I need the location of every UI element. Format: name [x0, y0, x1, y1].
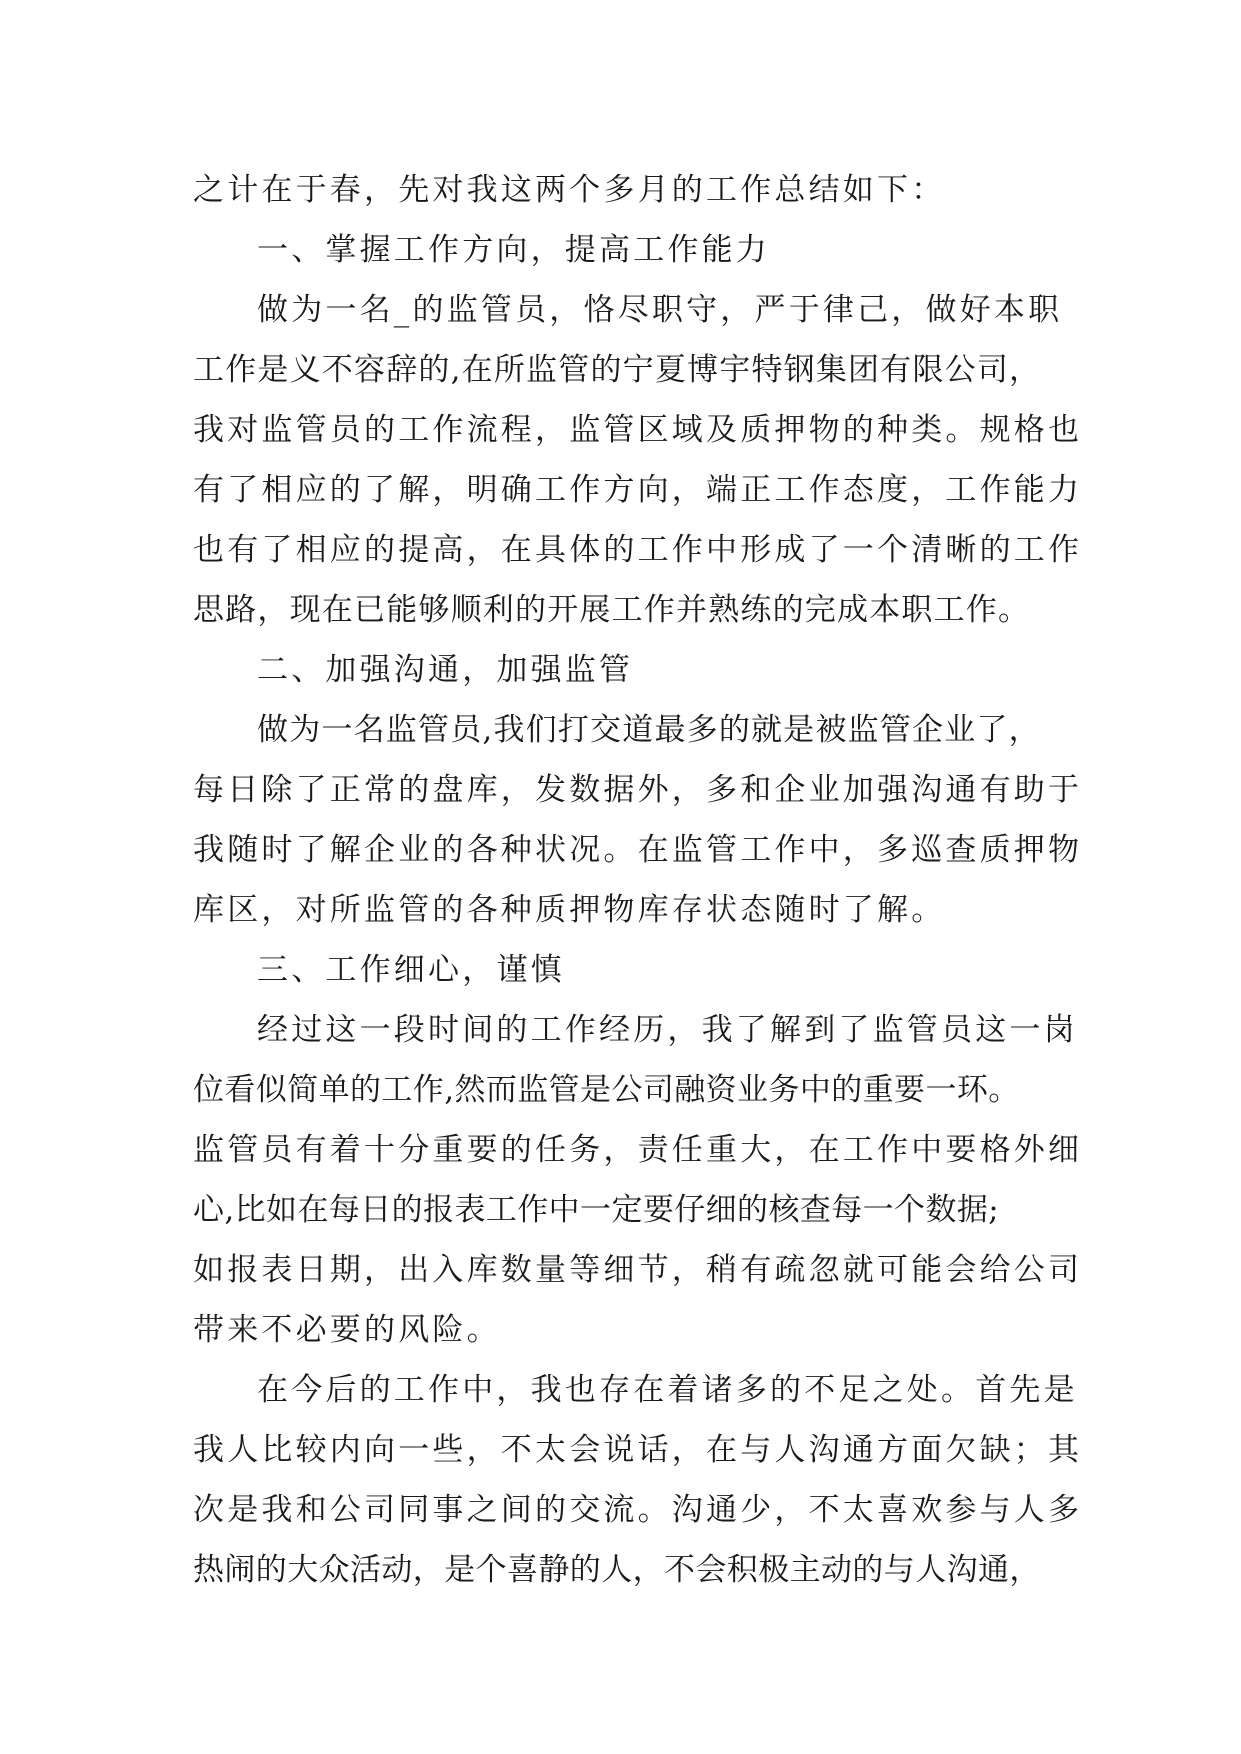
text-line: 监管员有着十分重要的任务，责任重大，在工作中要格外细 — [193, 1132, 1083, 1168]
text-line: 工作是义不容辞的,在所监管的宁夏博宇特钢集团有限公司， — [193, 352, 1042, 388]
text-line: 每日除了正常的盘库，发数据外，多和企业加强沟通有助于 — [193, 772, 1083, 808]
text-line: 思路，现在已能够顺利的开展工作并熟练的完成本职工作。 — [193, 592, 1031, 628]
text-line: 也有了相应的提高，在具体的工作中形成了一个清晰的工作 — [193, 532, 1083, 568]
text-line: 经过这一段时间的工作经历，我了解到了监管员这一岗 — [257, 1012, 1078, 1048]
text-line: 次是我和公司同事之间的交流。沟通少，不太喜欢参与人多 — [193, 1492, 1083, 1528]
text-line: 库区，对所监管的各种质押物库存状态随时了解。 — [193, 892, 946, 928]
text-line: 在今后的工作中，我也存在着诸多的不足之处。首先是 — [257, 1372, 1078, 1408]
text-line: 热闹的大众活动，是个喜静的人，不会积极主动的与人沟通， — [193, 1552, 1041, 1588]
section-heading: 二、加强沟通，加强监管 — [257, 652, 634, 688]
text-line: 之计在于春，先对我这两个多月的工作总结如下： — [193, 172, 946, 208]
text-line: 我随时了解企业的各种状况。在监管工作中，多巡查质押物 — [193, 832, 1083, 868]
text-line: 心,比如在每日的报表工作中一定要仔细的核查每一个数据; — [193, 1192, 1000, 1228]
text-line: 做为一名监管员,我们打交道最多的就是被监管企业了， — [257, 712, 1041, 748]
section-heading: 三、工作细心，谨慎 — [257, 952, 565, 988]
text-line: 做为一名_的监管员，恪尽职守，严于律己，做好本职 — [257, 292, 1063, 328]
text-line: 有了相应的了解，明确工作方向，端正工作态度，工作能力 — [193, 472, 1083, 508]
text-line: 如报表日期，出入库数量等细节，稍有疏忽就可能会给公司 — [193, 1252, 1083, 1288]
text-line: 位看似简单的工作,然而监管是公司融资业务中的重要一环。 — [193, 1072, 1020, 1108]
text-line: 我对监管员的工作流程，监管区域及质押物的种类。规格也 — [193, 412, 1083, 448]
document-body — [193, 160, 1083, 1600]
text-line: 我人比较内向一些，不太会说话，在与人沟通方面欠缺；其 — [193, 1432, 1083, 1468]
section-heading: 一、掌握工作方向，提高工作能力 — [257, 232, 770, 268]
text-line: 带来不必要的风险。 — [193, 1312, 501, 1348]
